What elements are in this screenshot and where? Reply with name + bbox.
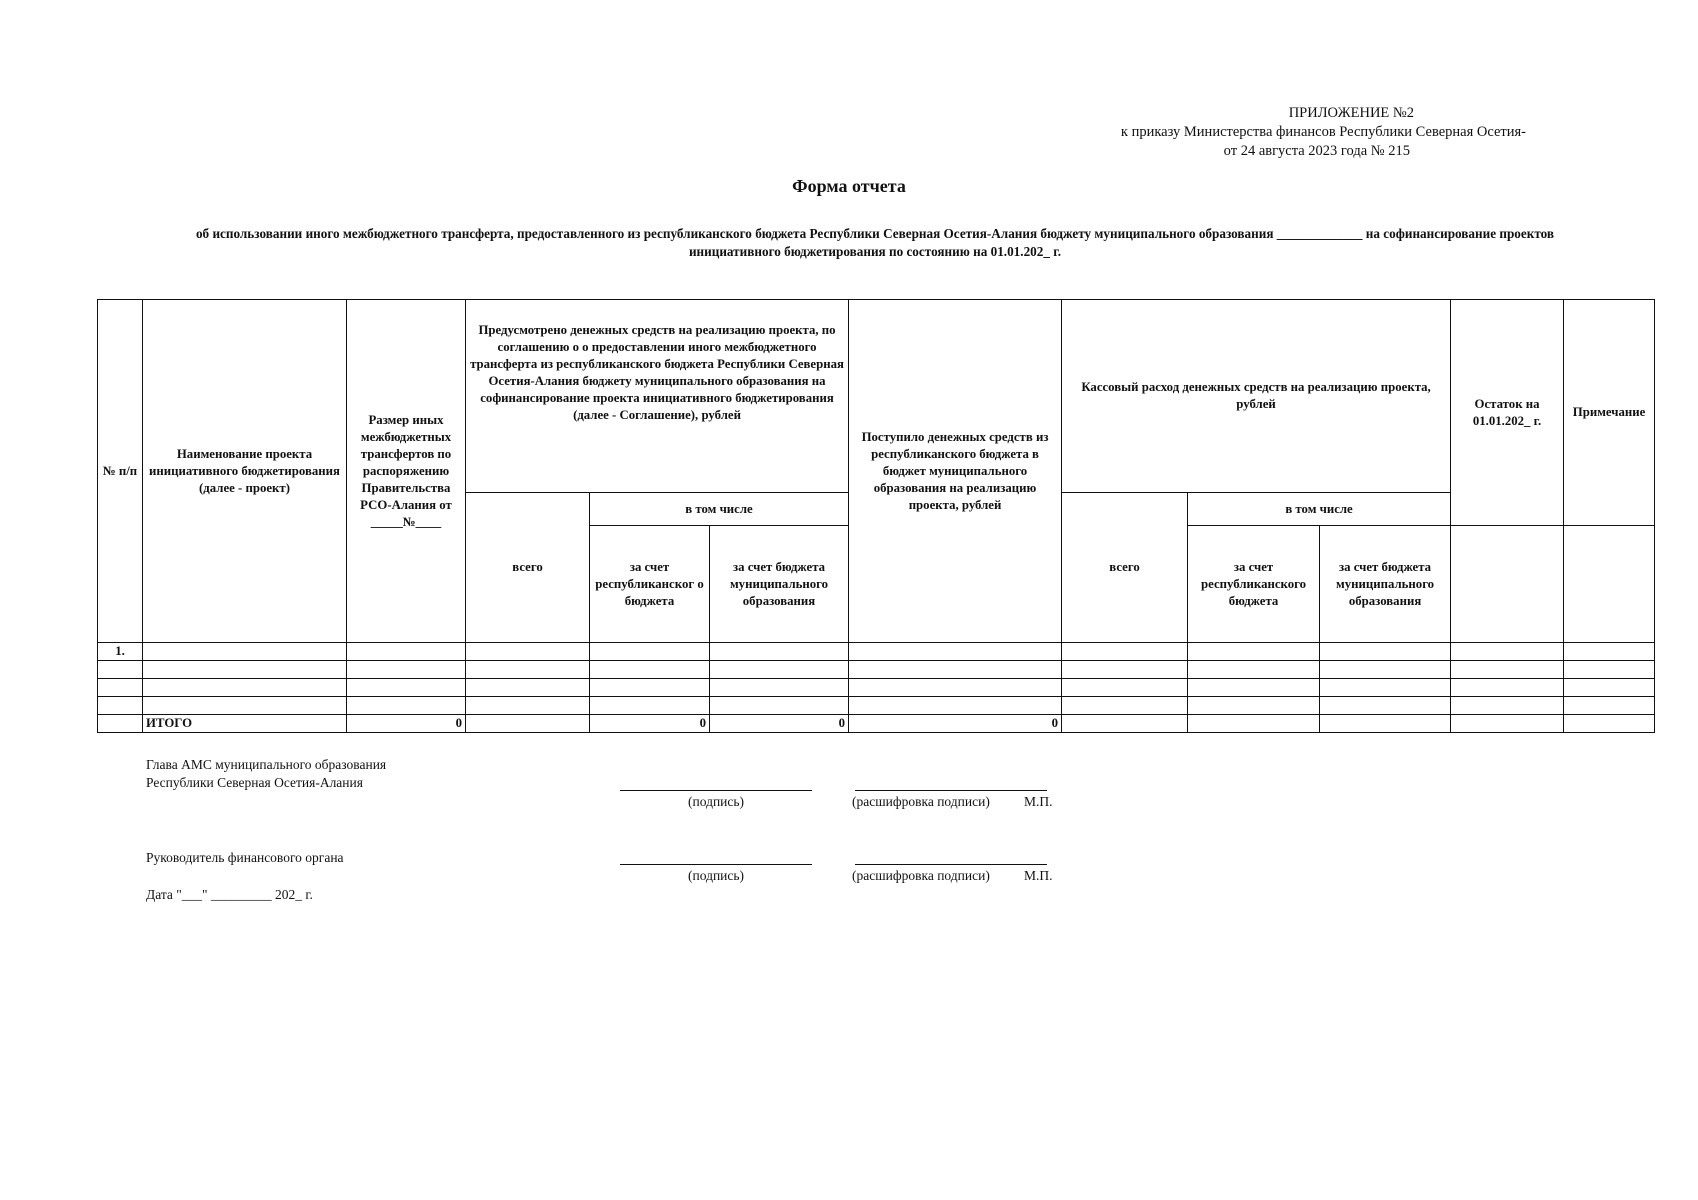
header-expense-mun: за счет бюджета муниципального образования <box>1320 526 1451 643</box>
form-title: Форма отчета <box>792 176 906 196</box>
head-line-1: Глава АМС муниципального образования <box>146 757 387 772</box>
head-line-2: Республики Северная Осетия-Алания <box>146 775 363 790</box>
head-decode-label: (расшифровка подписи) <box>852 794 990 809</box>
header-balance-blank <box>1451 526 1564 643</box>
header-note-blank <box>1564 526 1655 643</box>
header-provided-mun: за счет бюджета муниципального образования <box>710 526 849 643</box>
total-label: ИТОГО <box>143 715 347 733</box>
date-line: Дата "___" _________ 202_ г. <box>146 887 313 902</box>
row-number: 1. <box>98 643 143 661</box>
header-expense: Кассовый расход денежных средств на реализацию проекта, рублей <box>1062 300 1451 493</box>
finance-head-title: Руководитель финансового органа <box>146 850 344 865</box>
header-provided-rep: за счет республиканског о бюджета <box>590 526 710 643</box>
table-row <box>98 643 1655 661</box>
header-num: № п/п <box>98 300 143 643</box>
subtitle-line-1: об использовании иного межбюджетного трансферта, предоставленного из республиканского бюджета Республики Северная Осетия-Алания бюджету муниципального образования _____________ на софинансирование проектов <box>195 226 1555 241</box>
report-table <box>97 299 1655 733</box>
head-signature-line <box>620 790 812 791</box>
header-expense-total: всего <box>1062 493 1188 643</box>
header-provided: Предусмотрено денежных средств на реализацию проекта, по соглашению о о предоставлении иного межбюджетного трансферта из республиканского бюджета Республики Северная Осетия-Алания бюджету муниципального образования на софинансирование проекта инициативного бюджетирования (далее - Соглашение), рублей <box>466 300 849 493</box>
total-row <box>98 715 1655 733</box>
header-provided-including: в том числе <box>590 493 849 526</box>
appendix-title: ПРИЛОЖЕНИЕ №2 <box>1288 105 1414 121</box>
header-provided-total: всего <box>466 493 590 643</box>
table-row <box>98 697 1655 715</box>
header-received: Поступило денежных средств из республиканского бюджета в бюджет муниципального образования на реализацию проекта, рублей <box>849 300 1062 643</box>
head-stamp: М.П. <box>1024 794 1053 809</box>
appendix-order: к приказу Министерства финансов Республики Северная Осетия- <box>1120 124 1526 140</box>
appendix-date: от 24 августа 2023 года № 215 <box>1223 143 1410 159</box>
finance-decode-line <box>855 864 1047 865</box>
finance-decode-label: (расшифровка подписи) <box>852 868 990 883</box>
total-mun: 0 <box>710 715 849 733</box>
total-rep: 0 <box>590 715 710 733</box>
finance-stamp: М.П. <box>1024 868 1053 883</box>
finance-signature-line <box>620 864 812 865</box>
table-row <box>98 679 1655 697</box>
head-signature-label: (подпись) <box>688 794 745 809</box>
header-balance: Остаток на 01.01.202_ г. <box>1451 300 1564 526</box>
table-row <box>98 661 1655 679</box>
appendix-header <box>1121 104 1526 161</box>
subtitle-line-2: инициативного бюджетирования по состоянию на 01.01.202_ г. <box>688 244 1062 259</box>
header-note: Примечание <box>1564 300 1655 526</box>
head-title <box>146 756 386 792</box>
finance-signature-label: (подпись) <box>688 868 745 883</box>
form-subtitle <box>105 225 1645 261</box>
head-decode-line <box>855 790 1047 791</box>
total-size: 0 <box>347 715 466 733</box>
total-received: 0 <box>849 715 1062 733</box>
header-expense-rep: за счет республиканского бюджета <box>1188 526 1320 643</box>
header-project: Наименование проекта инициативного бюджетирования (далее - проект) <box>143 300 347 643</box>
header-size: Размер иных межбюджетных трансфертов по распоряжению Правительства РСО-Алания от _____№____ <box>347 300 466 643</box>
header-expense-including: в том числе <box>1188 493 1451 526</box>
